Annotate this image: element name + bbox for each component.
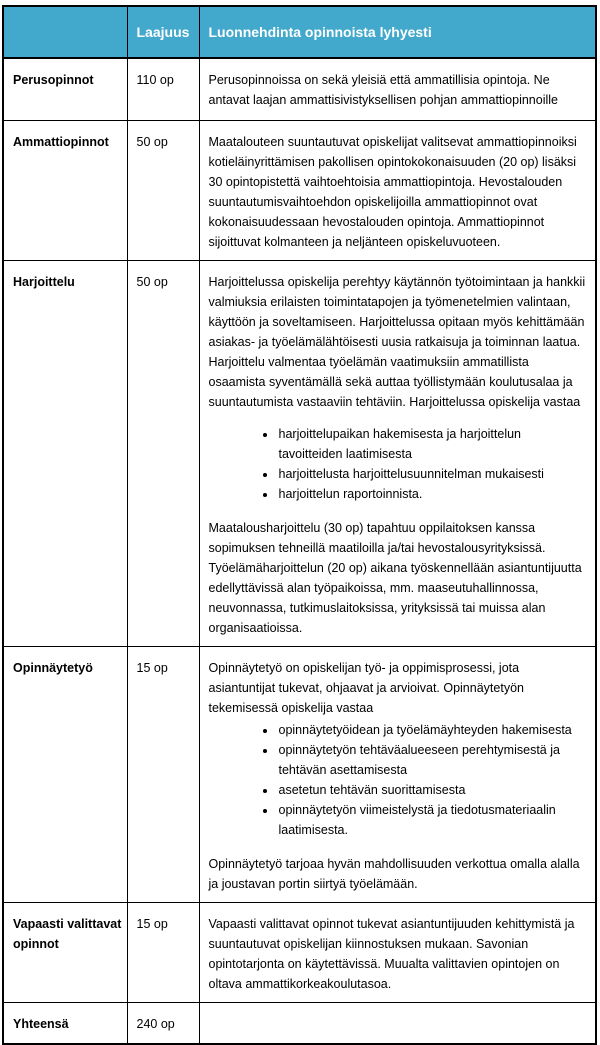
row-extent: 50 op (127, 120, 199, 260)
row-description (199, 1002, 596, 1044)
description-paragraph: Harjoittelussa opiskelija perehtyy käytännön työtoimintaan ja hankkii valmiuksia erilaisten toimintatapojen ja työmenetelmien valintaan, käyttöön ja soveltamiseen. Harjoittelussa opitaan myös kehittämään asiakas- ja työelämälähtöisesti uusia ratkaisuja ja toiminnan laatua. Harjoittelu valmentaa työelämän vaatimuksiin ammatillista osaamista syventämällä sekä auttaa työllistymään koulutusalaa ja suuntautumista vastaaviin tehtäviin. Harjoittelussa opiskelija vastaa (208, 274, 586, 409)
row-extent: 50 op (127, 260, 199, 646)
curriculum-table (2, 5, 597, 1045)
description-paragraph: Vapaasti valittavat opinnot tukevat asiantuntijuuden kehittymistä ja suuntautuvat opiskelijan kiinnostuksen mukaan. Savonian opintotarjonta on käytettävissä. Muualta valittavien opintojen on oltava ammattikorkeakoulutasoa. (208, 916, 575, 991)
description-paragraph: Opinnäytetyö tarjoaa hyvän mahdollisuuden verkottua omalla alalla ja joustavan portin siirtyä työelämään. (208, 856, 580, 891)
row-extent: 15 op (127, 646, 199, 902)
row-opinnaytetyo (3, 646, 596, 902)
row-ammattiopinnot (3, 120, 596, 260)
row-extent: 15 op (127, 902, 199, 1002)
bullet-item: • opinnäytetyöidean ja työelämäyhteyden hakemisesta (277, 720, 588, 740)
row-perusopinnot (3, 58, 596, 120)
row-extent: 240 op (127, 1002, 199, 1044)
bullet-item: • asetetun tehtävän suorittamisesta (277, 780, 588, 800)
row-label: Perusopinnot (3, 58, 127, 120)
bullet-list (209, 720, 588, 840)
row-description (199, 260, 596, 646)
bullet-item: • harjoittelun raportoinnista. (277, 484, 588, 504)
row-label: Vapaasti valittavat opinnot (3, 902, 127, 1002)
row-description (199, 646, 596, 902)
header-description-label: Luonnehdinta opinnoista lyhyesti (199, 6, 596, 58)
row-description (199, 120, 596, 260)
row-vapaasti-valittavat (3, 902, 596, 1002)
row-label: Harjoittelu (3, 260, 127, 646)
description-paragraph: Opinnäytetyö on opiskelijan työ- ja oppimisprosessi, jota asiantuntijat tukevat, ohjaavat ja arvioivat. Opinnäytetyön tekemisessä opiskelija vastaa (208, 660, 524, 715)
row-label: Yhteensä (3, 1002, 127, 1044)
row-harjoittelu (3, 260, 596, 646)
bullet-item: • harjoittelusta harjoittelusuunnitelman mukaisesti (277, 464, 588, 484)
row-description (199, 902, 596, 1002)
bullet-list (209, 424, 588, 504)
description-paragraph: Maatalousharjoittelu (30 op) tapahtuu oppilaitoksen kanssa sopimuksen tehneillä maatiloilla ja/tai hevostalousyrityksissä. Työelämäharjoittelun (20 op) aikana työskennellään asiantuntijuutta edellyttävissä alan työpaikoissa, mm. maaseutuhallinnossa, neuvonnassa, tutkimuslaitoksissa, yrityksissä tai muissa alan organisaatioissa. (208, 520, 582, 635)
bullet-item: • harjoittelupaikan hakemisesta ja harjoittelun tavoitteiden laatimisesta (277, 424, 588, 464)
row-description (199, 58, 596, 120)
header-extent-label: Laajuus (127, 6, 199, 58)
row-label: Ammattiopinnot (3, 120, 127, 260)
bullet-item: • opinnäytetyön viimeistelystä ja tiedotusmateriaalin laatimisesta. (277, 800, 588, 840)
description-paragraph: Perusopinnoissa on sekä yleisiä että ammatillisia opintoja. Ne antavat laajan ammattisivistyksellisen pohjan ammattiopinnoille (208, 73, 558, 107)
row-yhteensa (3, 1002, 596, 1044)
header-spacer-cell (3, 6, 127, 58)
header-row (3, 6, 596, 58)
description-paragraph: Maatalouteen suuntautuvat opiskelijat valitsevat ammattiopinnoiksi kotieläinyrittämisen pakollisen opintokokonaisuuden (20 op) lisäksi 30 opintopistettä vaihtoehtoisia ammattiopintoja. Hevostalouden suuntautumisvaihtoehdon opiskelijoilla ammattiopinnot ovat kokonaisuudessaan hevostalouden opintoja. Ammattiopinnot sijoittuvat kolmanteen ja neljänteen opiskeluvuoteen. (208, 134, 577, 249)
row-label: Opinnäytetyö (3, 646, 127, 902)
row-extent: 110 op (127, 58, 199, 120)
bullet-item: • opinnäytetyön tehtäväalueeseen perehtymisestä ja tehtävän asettamisesta (277, 740, 588, 780)
